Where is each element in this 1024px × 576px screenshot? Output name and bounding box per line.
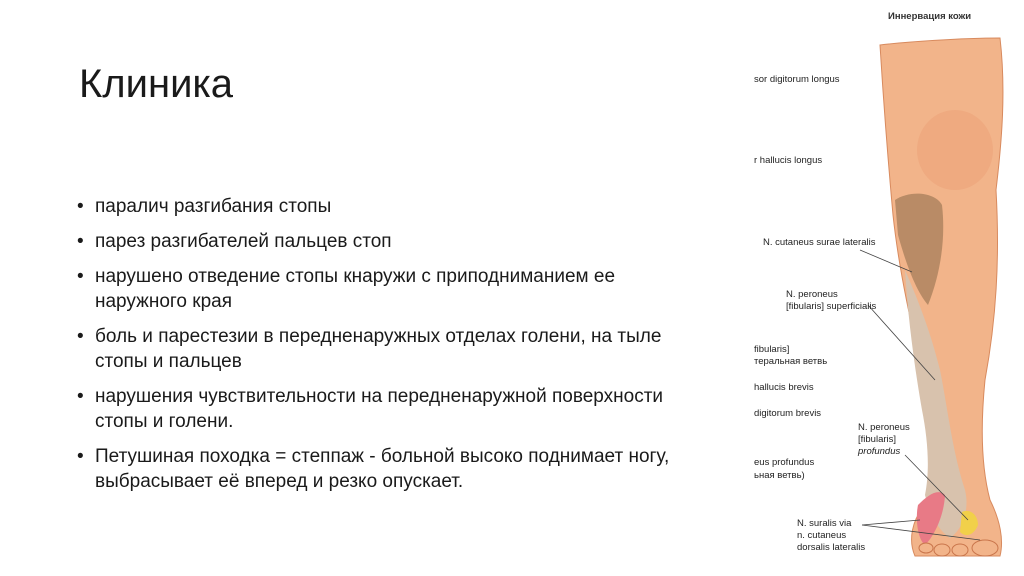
- figure-label: ьная ветвь): [754, 470, 805, 481]
- bullet-dot: •: [77, 326, 84, 347]
- figure-label: N. suralis via: [797, 518, 852, 529]
- bullet-item: [77, 229, 697, 254]
- toe: [934, 544, 950, 556]
- figure-label: N. cutaneus surae lateralis: [763, 237, 876, 248]
- bullet-text: нарушено отведение стопы кнаружи с приподниманием ее наружного края: [95, 266, 616, 312]
- bullet-item: [77, 384, 697, 434]
- leg-innervation-illustration: [744, 0, 1024, 576]
- bullet-item: [77, 194, 697, 219]
- toe: [919, 543, 933, 553]
- bullet-text: нарушения чувствительности на передненаружной поверхности стопы и голени.: [95, 386, 664, 432]
- figure-title: Иннервация кожи: [888, 11, 972, 22]
- bullet-dot: •: [77, 386, 84, 407]
- figure-label: r hallucis longus: [754, 155, 823, 166]
- figure-label: hallucis brevis: [754, 382, 814, 393]
- bullet-dot: •: [77, 266, 84, 287]
- toe: [972, 540, 998, 556]
- figure-label: profundus: [858, 446, 901, 457]
- figure-label: n. cutaneus: [797, 530, 847, 541]
- bullet-item: [77, 324, 697, 374]
- bullet-item: [77, 264, 697, 314]
- bullet-text: парез разгибателей пальцев стоп: [95, 231, 392, 252]
- figure-label: digitorum brevis: [754, 408, 822, 419]
- bullet-list: [77, 194, 697, 504]
- figure-label: теральная ветвь: [754, 356, 828, 367]
- figure-label: [fibularis]: [858, 434, 897, 445]
- bullet-text: паралич разгибания стопы: [95, 196, 332, 217]
- figure-label: fibularis]: [754, 344, 790, 355]
- figure-label: dorsalis lateralis: [797, 542, 866, 553]
- bullet-text: боль и парестезии в передненаружных отделах голени, на тыле стопы и пальцев: [95, 326, 662, 372]
- bullet-dot: •: [77, 196, 84, 217]
- toe: [952, 544, 968, 556]
- bullet-item: [77, 444, 697, 494]
- figure-label: N. peroneus: [858, 422, 910, 433]
- knee-shading: [917, 110, 993, 190]
- bullet-text: Петушиная походка = степпаж - больной высоко поднимает ногу, выбрасывает её вперед и резко опускает.: [95, 446, 670, 492]
- figure-label: N. peroneus: [786, 289, 838, 300]
- bullet-dot: •: [77, 446, 84, 467]
- bullet-dot: •: [77, 231, 84, 252]
- figure-label: eus profundus: [754, 457, 815, 468]
- leader-line: [862, 520, 920, 525]
- figure-label: sor digitorum longus: [754, 74, 840, 85]
- figure-label: [fibularis] superficialis: [786, 301, 877, 312]
- slide-title: Клиника: [79, 62, 234, 106]
